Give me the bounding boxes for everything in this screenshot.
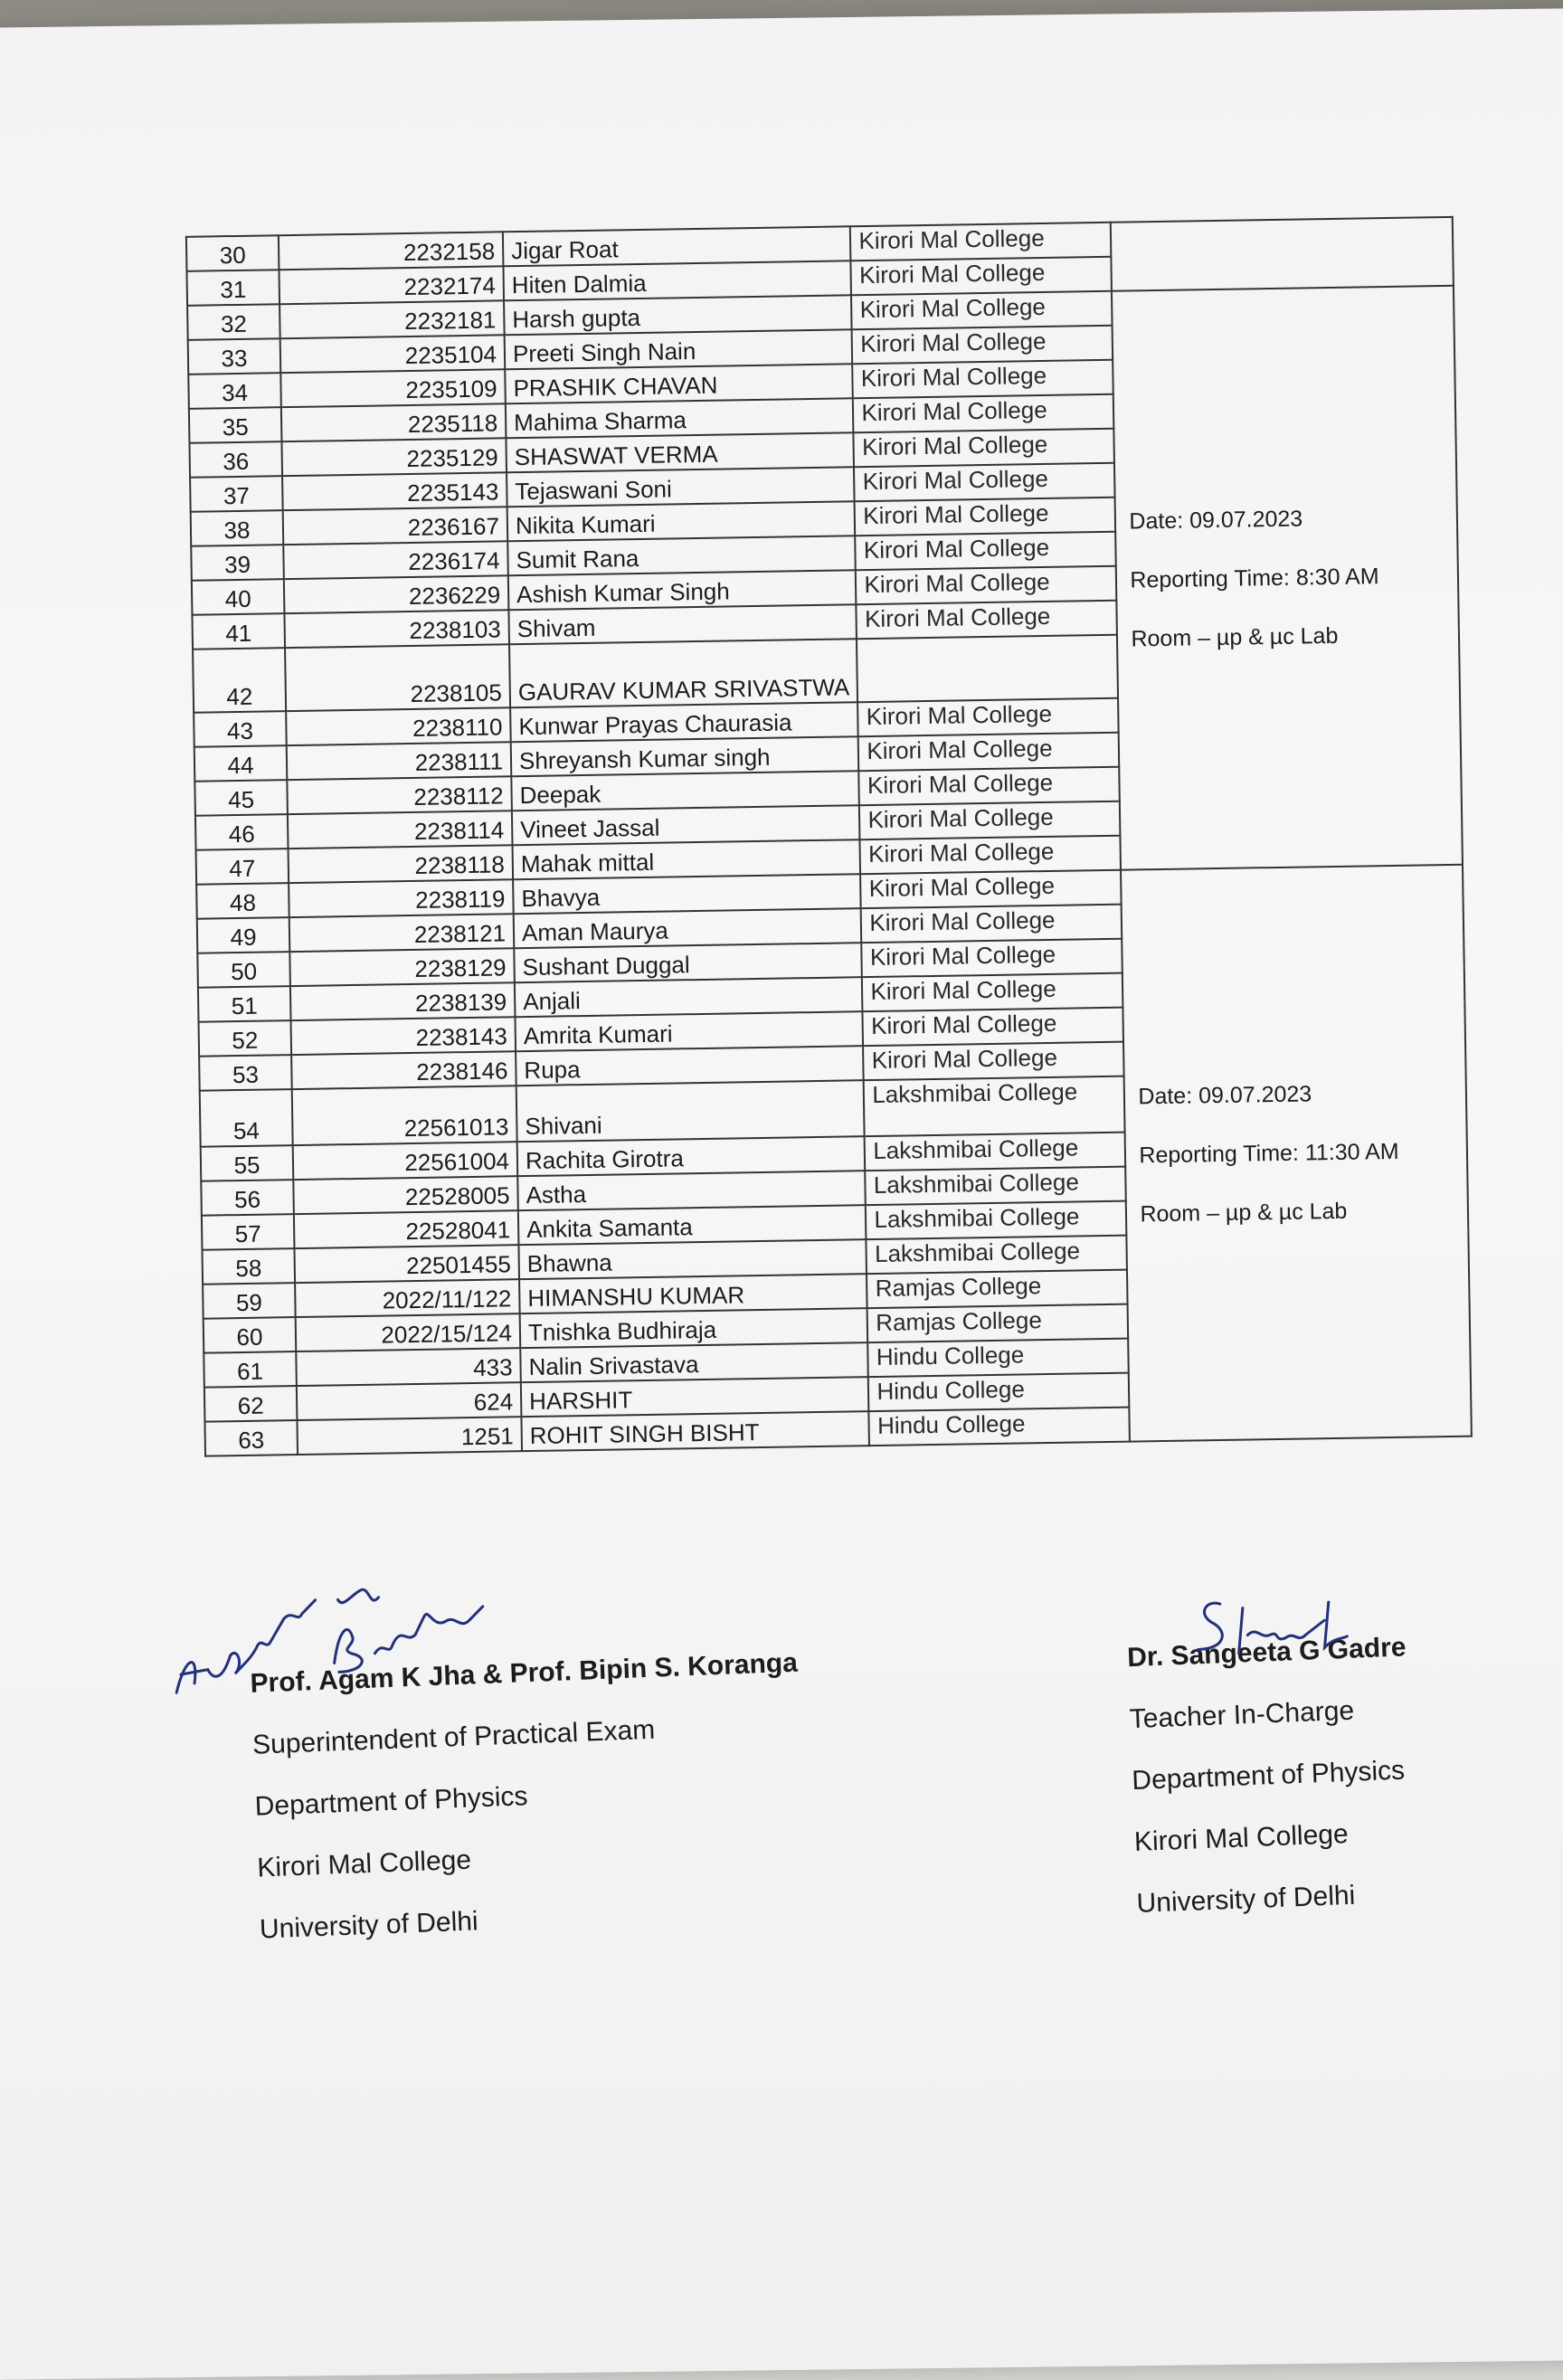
college-cell: Ramjas College [867, 1270, 1128, 1309]
serial-number-cell: 56 [201, 1180, 294, 1216]
session-date: Date: 09.07.2023 [1129, 505, 1303, 534]
college-cell: Lakshmibai College [866, 1201, 1127, 1240]
session-reporting: Reporting Time: 11:30 AM [1139, 1138, 1399, 1168]
student-name-cell: Bhawna [518, 1239, 867, 1279]
serial-number-cell: 32 [187, 304, 280, 340]
serial-number-cell: 51 [198, 986, 291, 1022]
serial-number-cell: 47 [196, 849, 289, 885]
student-name-cell: Mahak mittal [512, 839, 860, 879]
serial-number-cell: 52 [199, 1020, 292, 1057]
college-cell: Lakshmibai College [866, 1167, 1127, 1206]
student-name-cell: Mahima Sharma [506, 398, 854, 438]
serial-number-cell: 62 [204, 1386, 298, 1422]
student-name-cell: Vineet Jassal [512, 805, 860, 845]
college-cell: Kirori Mal College [859, 801, 1121, 840]
student-name-cell: Rachita Girotra [517, 1136, 866, 1176]
college-cell: Kirori Mal College [862, 973, 1123, 1012]
college-cell: Kirori Mal College [855, 498, 1116, 536]
student-name-cell: Sumit Rana [507, 536, 856, 575]
serial-number-cell: 44 [194, 745, 288, 782]
roll-number-cell: 2022/15/124 [296, 1313, 521, 1351]
roll-number-cell: 22561013 [292, 1086, 517, 1145]
serial-number-cell: 55 [201, 1145, 294, 1181]
student-name-cell: HARSHIT [521, 1377, 869, 1417]
student-name-cell: Ashish Kumar Singh [508, 570, 857, 610]
serial-number-cell: 43 [194, 711, 287, 747]
roll-number-cell: 2238118 [289, 845, 514, 883]
left-signatory-department: Department of Physics [254, 1781, 529, 1822]
college-cell: Kirori Mal College [853, 360, 1114, 399]
roll-number-cell: 2238139 [290, 982, 516, 1020]
college-cell: Kirori Mal College [860, 870, 1122, 909]
session-date: Date: 09.07.2023 [1138, 1080, 1312, 1109]
roll-number-cell: 2238146 [291, 1051, 516, 1089]
right-signatory-block [1127, 1634, 1417, 1952]
student-name-cell: HIMANSHU KUMAR [519, 1274, 867, 1313]
right-signatory-college: Kirori Mal College [1133, 1818, 1350, 1858]
student-name-cell: Preeti Singh Nain [505, 329, 853, 369]
right-signatory-name: Dr. Sangeeta G Gadre [1126, 1632, 1407, 1674]
roll-number-cell: 2238143 [291, 1017, 516, 1055]
session-reporting: Reporting Time: 8:30 AM [1130, 563, 1379, 593]
college-cell: Lakshmibai College [865, 1133, 1126, 1171]
college-cell: Kirori Mal College [856, 566, 1117, 605]
serial-number-cell: 63 [204, 1420, 298, 1456]
student-name-cell: Astha [517, 1171, 866, 1210]
student-name-cell: Rupa [516, 1046, 864, 1086]
student-name-cell: PRASHIK CHAVAN [505, 364, 853, 403]
serial-number-cell: 33 [188, 338, 281, 375]
college-cell [857, 635, 1118, 703]
roll-number-cell: 433 [296, 1348, 521, 1386]
session-info-cell [1112, 286, 1463, 870]
college-cell: Kirori Mal College [852, 326, 1113, 365]
serial-number-cell: 37 [190, 476, 283, 512]
college-cell: Kirori Mal College [853, 394, 1114, 433]
roll-number-cell: 2235143 [282, 472, 507, 510]
college-cell: Kirori Mal College [861, 905, 1123, 943]
college-cell: Lakshmibai College [867, 1236, 1128, 1275]
college-cell: Kirori Mal College [851, 291, 1113, 330]
session-room: Room – µp & µc Lab [1140, 1198, 1348, 1227]
student-name-cell: Tejaswani Soni [507, 467, 855, 507]
roll-number-cell: 2235109 [280, 369, 506, 407]
college-cell: Kirori Mal College [863, 1042, 1124, 1081]
serial-number-cell: 41 [192, 613, 285, 650]
roll-number-cell: 2236174 [283, 541, 508, 579]
serial-number-cell: 46 [195, 814, 289, 850]
college-cell: Kirori Mal College [854, 463, 1115, 502]
roll-number-cell: 2238110 [286, 707, 511, 745]
roll-number-cell: 2232181 [279, 300, 505, 338]
serial-number-cell: 60 [204, 1317, 297, 1353]
college-cell: Kirori Mal College [856, 532, 1117, 571]
roll-number-cell: 2238103 [284, 610, 509, 648]
right-signatory-university: University of Delhi [1136, 1880, 1356, 1920]
student-name-cell: Hiten Dalmia [503, 261, 851, 300]
serial-number-cell: 34 [188, 373, 281, 409]
roll-number-cell: 2235104 [280, 335, 506, 373]
roll-number-cell: 2238121 [289, 914, 515, 952]
roll-number-cell: 2238111 [287, 742, 512, 780]
session-info-cell [1121, 865, 1472, 1442]
serial-number-cell: 59 [203, 1283, 296, 1319]
student-name-cell: Shreyansh Kumar singh [511, 736, 859, 776]
serial-number-cell: 42 [193, 648, 286, 713]
serial-number-cell: 53 [199, 1055, 292, 1091]
college-cell: Kirori Mal College [850, 223, 1112, 261]
student-name-cell: Anjali [515, 977, 863, 1017]
student-name-cell: Ankita Samanta [518, 1205, 867, 1245]
student-name-cell: Aman Maurya [514, 908, 862, 948]
roll-number-cell: 2022/11/122 [295, 1279, 520, 1317]
serial-number-cell: 38 [191, 510, 284, 546]
student-name-cell: Harsh gupta [504, 295, 852, 335]
college-cell: Kirori Mal College [858, 698, 1120, 737]
serial-number-cell: 36 [189, 441, 282, 478]
student-name-cell: ROHIT SINGH BISHT [521, 1411, 869, 1451]
roll-number-cell: 2232158 [279, 232, 504, 270]
serial-number-cell: 40 [192, 579, 285, 615]
right-signatory-department: Department of Physics [1131, 1755, 1406, 1797]
college-cell: Hindu College [868, 1373, 1130, 1412]
serial-number-cell: 54 [200, 1089, 293, 1147]
serial-number-cell: 31 [186, 270, 279, 306]
college-cell: Kirori Mal College [859, 767, 1121, 806]
left-signatory-designation: Superintendent of Practical Exam [251, 1714, 656, 1760]
left-signatory-name: Prof. Agam K Jha & Prof. Bipin S. Koranga [249, 1647, 799, 1699]
college-cell: Hindu College [868, 1339, 1130, 1378]
college-cell: Ramjas College [867, 1304, 1129, 1343]
student-list-table [185, 216, 1473, 1457]
roll-number-cell: 2236167 [283, 507, 508, 545]
student-name-cell: GAURAV KUMAR SRIVASTWA [509, 639, 858, 707]
roll-number-cell: 2238119 [289, 879, 514, 917]
serial-number-cell: 48 [196, 883, 289, 919]
serial-number-cell: 39 [191, 545, 284, 581]
roll-number-cell: 1251 [297, 1417, 522, 1455]
college-cell: Kirori Mal College [854, 429, 1115, 468]
roll-number-cell: 2238114 [288, 811, 513, 849]
student-name-cell: SHASWAT VERMA [506, 432, 854, 472]
serial-number-cell: 35 [189, 407, 282, 443]
roll-number-cell: 22528041 [294, 1210, 519, 1248]
student-name-cell: Amrita Kumari [515, 1011, 863, 1051]
student-name-cell: Kunwar Prayas Chaurasia [510, 702, 858, 742]
roll-number-cell: 22528005 [293, 1176, 518, 1214]
student-name-cell: Nikita Kumari [507, 501, 856, 541]
serial-number-cell: 45 [194, 780, 288, 816]
serial-number-cell: 61 [204, 1351, 297, 1388]
handwritten-signature-left [156, 1542, 557, 1721]
session-room: Room – µp & µc Lab [1131, 622, 1339, 651]
serial-number-cell: 50 [197, 952, 290, 988]
student-name-cell: Deepak [511, 771, 859, 811]
college-cell: Kirori Mal College [862, 939, 1123, 978]
left-signatory-university: University of Delhi [259, 1906, 479, 1945]
college-cell: Kirori Mal College [857, 601, 1118, 640]
roll-number-cell: 22501455 [294, 1245, 519, 1283]
student-name-cell: Shivani [516, 1080, 865, 1142]
college-cell: Kirori Mal College [851, 257, 1113, 296]
roll-number-cell: 2236229 [284, 575, 509, 613]
session-info-cell [1111, 217, 1454, 291]
college-cell: Kirori Mal College [858, 733, 1120, 772]
roll-number-cell: 2232174 [279, 266, 504, 304]
roll-number-cell: 2238105 [285, 644, 510, 711]
student-name-cell: Nalin Srivastava [520, 1342, 868, 1382]
college-cell: Kirori Mal College [863, 1008, 1124, 1047]
roll-number-cell: 22561004 [293, 1142, 518, 1180]
college-cell: Hindu College [869, 1408, 1131, 1446]
student-name-cell: Bhavya [513, 874, 861, 914]
serial-number-cell: 57 [202, 1214, 295, 1250]
roll-number-cell: 624 [297, 1382, 522, 1420]
roll-number-cell: 2235129 [281, 438, 507, 476]
serial-number-cell: 30 [186, 235, 279, 271]
serial-number-cell: 58 [202, 1248, 295, 1285]
roll-number-cell: 2238129 [289, 948, 515, 986]
serial-number-cell: 49 [197, 917, 290, 953]
roll-number-cell: 2235118 [281, 403, 507, 441]
student-name-cell: Sushant Duggal [514, 943, 862, 982]
left-signatory-college: Kirori Mal College [256, 1844, 472, 1883]
roll-number-cell: 2238112 [287, 776, 512, 814]
student-name-cell: Tnishka Budhiraja [520, 1308, 868, 1348]
student-name-cell: Jigar Roat [503, 226, 851, 266]
student-name-cell: Shivam [508, 604, 857, 644]
handwritten-signature-right [1179, 1583, 1388, 1668]
college-cell: Lakshmibai College [864, 1076, 1125, 1137]
college-cell: Kirori Mal College [860, 836, 1122, 875]
right-signatory-designation: Teacher In-Charge [1129, 1695, 1355, 1735]
